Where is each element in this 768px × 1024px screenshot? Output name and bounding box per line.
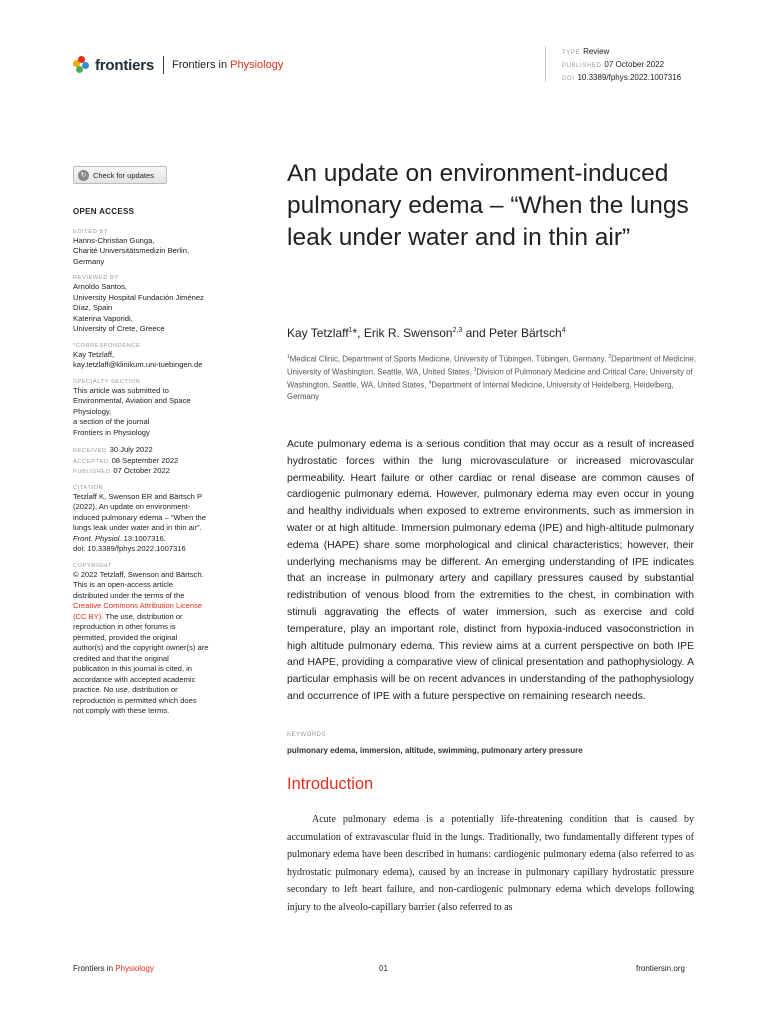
correspondence-email[interactable]: kay.tetzlaff@klinikum.uni-tuebingen.de <box>73 360 203 369</box>
sidebar <box>73 207 243 724</box>
author-3[interactable]: Peter Bärtsch <box>488 326 562 340</box>
citation-doi[interactable]: doi: 10.3389/fphys.2022.1007316 <box>73 544 186 553</box>
meta-type: TYPE Review <box>562 47 610 56</box>
section-heading-introduction: Introduction <box>287 775 374 793</box>
journal-logo[interactable] <box>73 56 283 74</box>
dates-section <box>73 445 243 477</box>
check-updates-label: Check for updates <box>93 170 154 180</box>
meta-published: PUBLISHED 07 October 2022 <box>562 60 665 69</box>
abstract: Acute pulmonary edema is a serious condition that may occur as a result of increased hydrostatic forces within the lung microvasculature or increased microvascular permeability. Heart failure or other cardiac or renal disease are common causes of cardiogenic pulmonary edema. However, pulmonary edema may even occur in young and healthy individuals when exposed to extreme environments, such as immersion in water or at high altitude. Immersion pulmonary edema (IPE) and high-altitude pulmonary edema (HAPE) share some morphological and clinical characteristics; however, their underlying mechanisms may be different. An emerging understanding of IPE indicates that an increase in pulmonary artery and capillary pressures caused by substantial redistribution of venous blood from the extremities to the chest, in combination with stimuli aggravating the effects of water immersion, such as exercise and cold temperature, play an important role, distinct from hypoxia-induced vasoconstriction in high altitude pulmonary edema. This review aims at a current perspective on both IPE and HAPE, providing a comparative view of clinical presentation and pathophysiology. A particular emphasis will be on recent advances in understanding of the pathophysiology and occurrence of IPE with a future perspective on remaining research needs. <box>287 439 694 702</box>
brand-name: frontiers <box>95 56 155 74</box>
author-2[interactable]: Erik R. Swenson <box>363 326 453 340</box>
keywords: pulmonary edema, immersion, altitude, swimming, pulmonary artery pressure <box>287 746 583 755</box>
check-for-updates-button[interactable] <box>73 166 167 184</box>
update-check-icon: ↻ <box>78 170 89 181</box>
license-link[interactable]: Creative Commons Attribution License <box>73 601 203 610</box>
author-1[interactable]: Kay Tetzlaff <box>287 326 349 340</box>
logo-divider <box>163 56 164 74</box>
edited-by-section: EDITED BY Hanns-Christian Gunga, Charité Universitätsmedizin Berlin, Germany <box>73 228 190 266</box>
specialty-section: SPECIALTY SECTION This article was submitted to Environmental, Aviation and Space Physiology, a section of the journal Frontiers in Physiology <box>73 378 191 437</box>
affiliations: $^1$Medical Clinic, Department of Sports Medicine, University of Tübingen, Tübingen, Germany, $^2$Department of Medicine, University of Washington, Seattle, WA, United States, $^3$Division of Pulmonary Medicine and Critical Care, University of Washington, Seattle, WA, United States, $^4$Department of Internal Medicine, University of Heidelberg, Heidelberg, Germany <box>287 354 697 402</box>
keywords-label: KEYWORDS <box>287 732 327 738</box>
citation-section: CITATION Tetzlaff K, Swenson ER and Bärtsch P (2022), An update on environment- induced pulmonary edema – “When the lungs leak under water and in thin air”. Front. Physiol. 13:1007316. doi: 10.3389/fphys.2022.1007316 <box>73 484 243 555</box>
meta-doi[interactable]: DOI 10.3389/fphys.2022.1007316 <box>562 73 682 82</box>
copyright-section: COPYRIGHT © 2022 Tetzlaff, Swenson and Bärtsch. This is an open-access article distributed under the terms of the Creative Commons Attribution License (CC BY). The use, distribution or reproduction in other forums is permitted, provided the original author(s) and the copyright owner(s) are credited and that the original publication in this journal is cited, in accordance with accepted academic practice. No use, distribution or reproduction is permitted which does not comply with these terms. <box>73 562 243 717</box>
frontiers-logo-icon <box>73 56 91 74</box>
accepted-date: ACCEPTED 08 September 2022 <box>73 455 179 465</box>
article-meta <box>545 46 681 82</box>
license-link-cont[interactable]: (CC BY). <box>73 611 104 621</box>
reviewed-by-section: REVIEWED BY Arnoldo Santos, University Hospital Fundación Jiménez Díaz, Spain Katerina Vaporidi, University of Crete, Greece <box>73 275 204 333</box>
footer-journal: Frontiers in Physiology <box>73 964 154 973</box>
journal-title: Frontiers in Physiology <box>172 59 284 71</box>
footer-site-link[interactable]: frontiersin.org <box>636 964 685 973</box>
received-date: RECEIVED 30 July 2022 <box>73 445 153 454</box>
correspondence-section: *CORRESPONDENCE Kay Tetzlaff, kay.tetzlaff@klinikum.uni-tuebingen.de <box>73 342 243 371</box>
published-date: PUBLISHED 07 October 2022 <box>73 466 170 475</box>
open-access-label: OPEN ACCESS <box>73 207 135 216</box>
article-title: An update on environment-induced pulmonary edema – “When the lungs leak under water and in thin air” <box>287 160 689 251</box>
introduction-text: Acute pulmonary edema is a potentially life-threatening condition that is caused by accumulation of extravascular fluid in the lungs. Traditionally, two fundamentally different types of pulmonary edema have been described in humans: cardiogenic pulmonary edema (also referred to as hydrostatic pulmonary edema), caused by an increase in pulmonary capillary hydrostatic pressure secondary to left heart failure, and non-cardiogenic pulmonary edema which develops following injury to the alveolo-capillary barrier (also referred to as <box>287 814 694 913</box>
author-list: Kay Tetzlaff$^1$*, Erik R. Swenson$^{2,3}$ and Peter Bärtsch$^4$ <box>287 326 566 340</box>
page-number: 01 <box>379 964 388 973</box>
